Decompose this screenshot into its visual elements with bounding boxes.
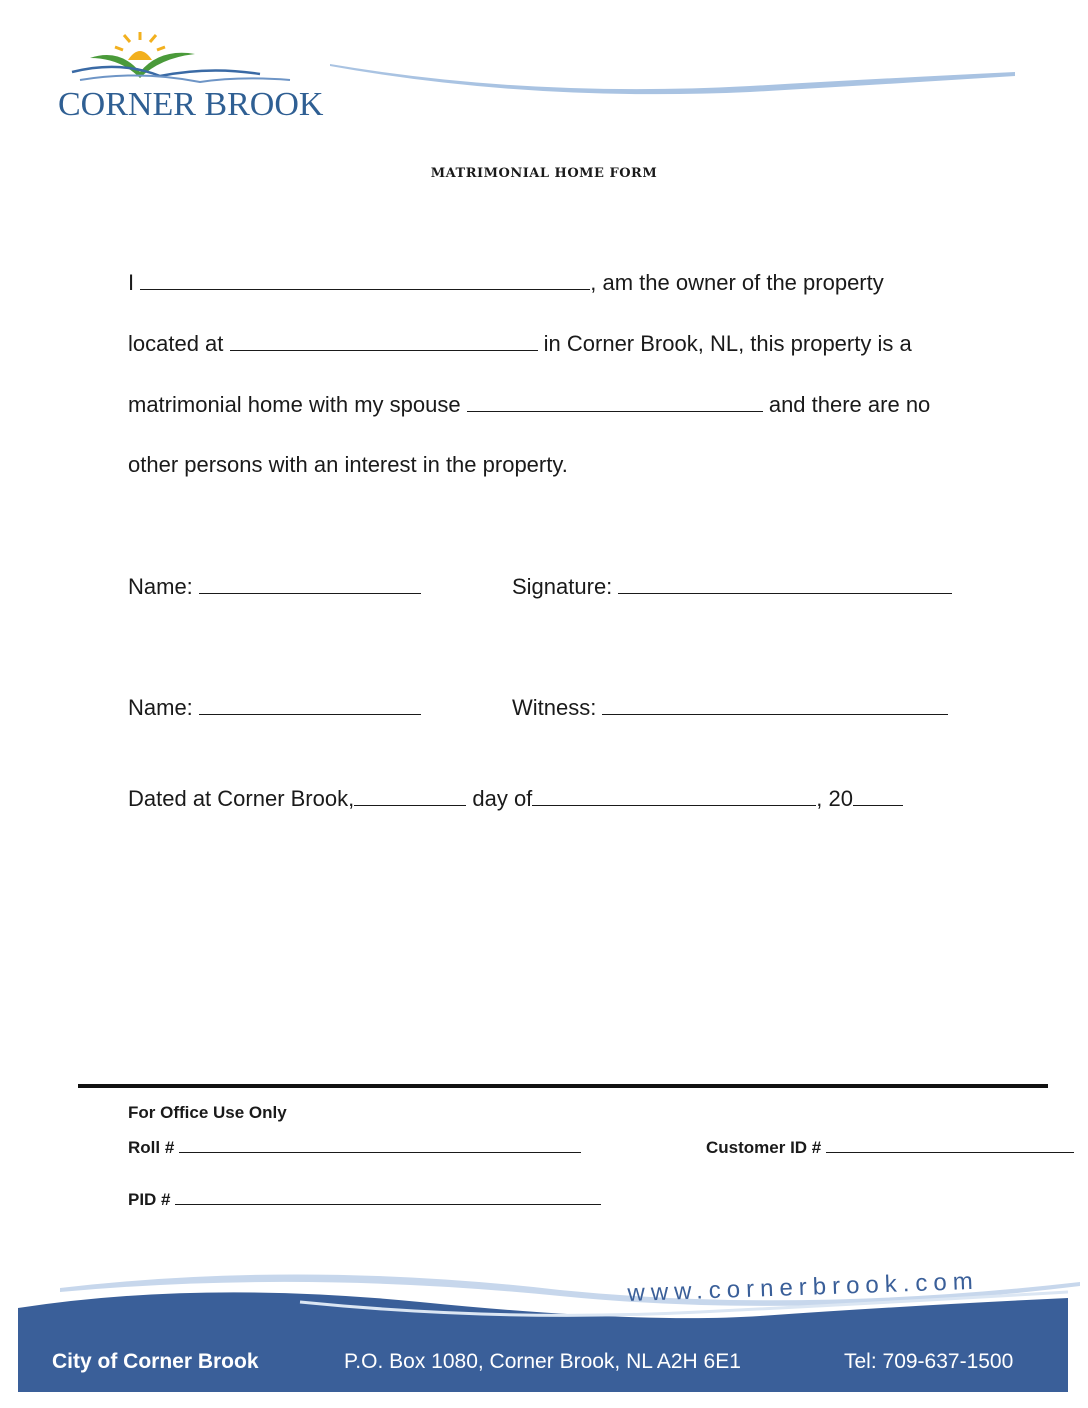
statement-text: located at [128, 331, 224, 356]
website-link[interactable]: www.cornerbrook.com [627, 1267, 980, 1308]
name-field-2[interactable] [199, 713, 421, 715]
statement-line-3 [128, 392, 930, 418]
header-swoosh [330, 58, 1020, 98]
form-title: MATRIMONIAL HOME FORM [430, 166, 658, 181]
spouse-name-field[interactable] [467, 410, 763, 412]
statement-text: , am the owner of the property [590, 270, 884, 295]
signature-label: Signature: [512, 574, 613, 599]
statement-text: matrimonial home with my spouse [128, 392, 461, 417]
owner-name-field[interactable] [140, 288, 590, 290]
statement-text: in Corner Brook, NL, this property is a [543, 331, 912, 356]
pid-row [128, 1190, 601, 1210]
witness-field[interactable] [602, 713, 948, 715]
witness-label: Witness: [512, 695, 597, 720]
signature-row [512, 574, 952, 600]
name-label: Name: [128, 695, 193, 720]
name-label: Name: [128, 574, 193, 599]
footer-city: City of Corner Brook [52, 1350, 259, 1373]
office-heading: For Office Use Only [128, 1103, 287, 1122]
logo-text: CORNER BROOK [58, 86, 324, 123]
roll-label: Roll # [128, 1138, 175, 1157]
roll-field[interactable] [179, 1151, 581, 1153]
sun-icon [115, 32, 165, 60]
statement-line-4: other persons with an interest in the property. [128, 452, 568, 477]
statement-line-1 [128, 270, 884, 296]
office-divider [78, 1084, 1048, 1088]
footer-address: P.O. Box 1080, Corner Brook, NL A2H 6E1 [344, 1350, 741, 1373]
customer-id-field[interactable] [826, 1151, 1074, 1153]
day-of-label: day of [472, 786, 533, 811]
statement-text: I [128, 270, 135, 295]
day-field[interactable] [354, 804, 466, 806]
logo-mark [60, 30, 360, 92]
dated-row [128, 786, 903, 812]
year-field[interactable] [853, 804, 903, 806]
name-field-1[interactable] [199, 592, 421, 594]
pid-field[interactable] [175, 1203, 601, 1205]
property-address-field[interactable] [230, 349, 538, 351]
pid-label: PID # [128, 1190, 171, 1209]
name-row-2 [128, 695, 421, 721]
dated-prefix: Dated at Corner Brook, [128, 786, 355, 811]
witness-row [512, 695, 948, 721]
roll-row [128, 1138, 581, 1158]
month-field[interactable] [532, 804, 816, 806]
customer-id-row [706, 1138, 1074, 1158]
signature-field[interactable] [618, 592, 952, 594]
footer-phone: Tel: 709-637-1500 [844, 1350, 1014, 1373]
name-row-1 [128, 574, 421, 600]
statement-text: and there are no [768, 392, 931, 417]
year-prefix: , 20 [816, 786, 853, 811]
customer-id-label: Customer ID # [706, 1138, 822, 1157]
statement-line-2 [128, 331, 912, 357]
